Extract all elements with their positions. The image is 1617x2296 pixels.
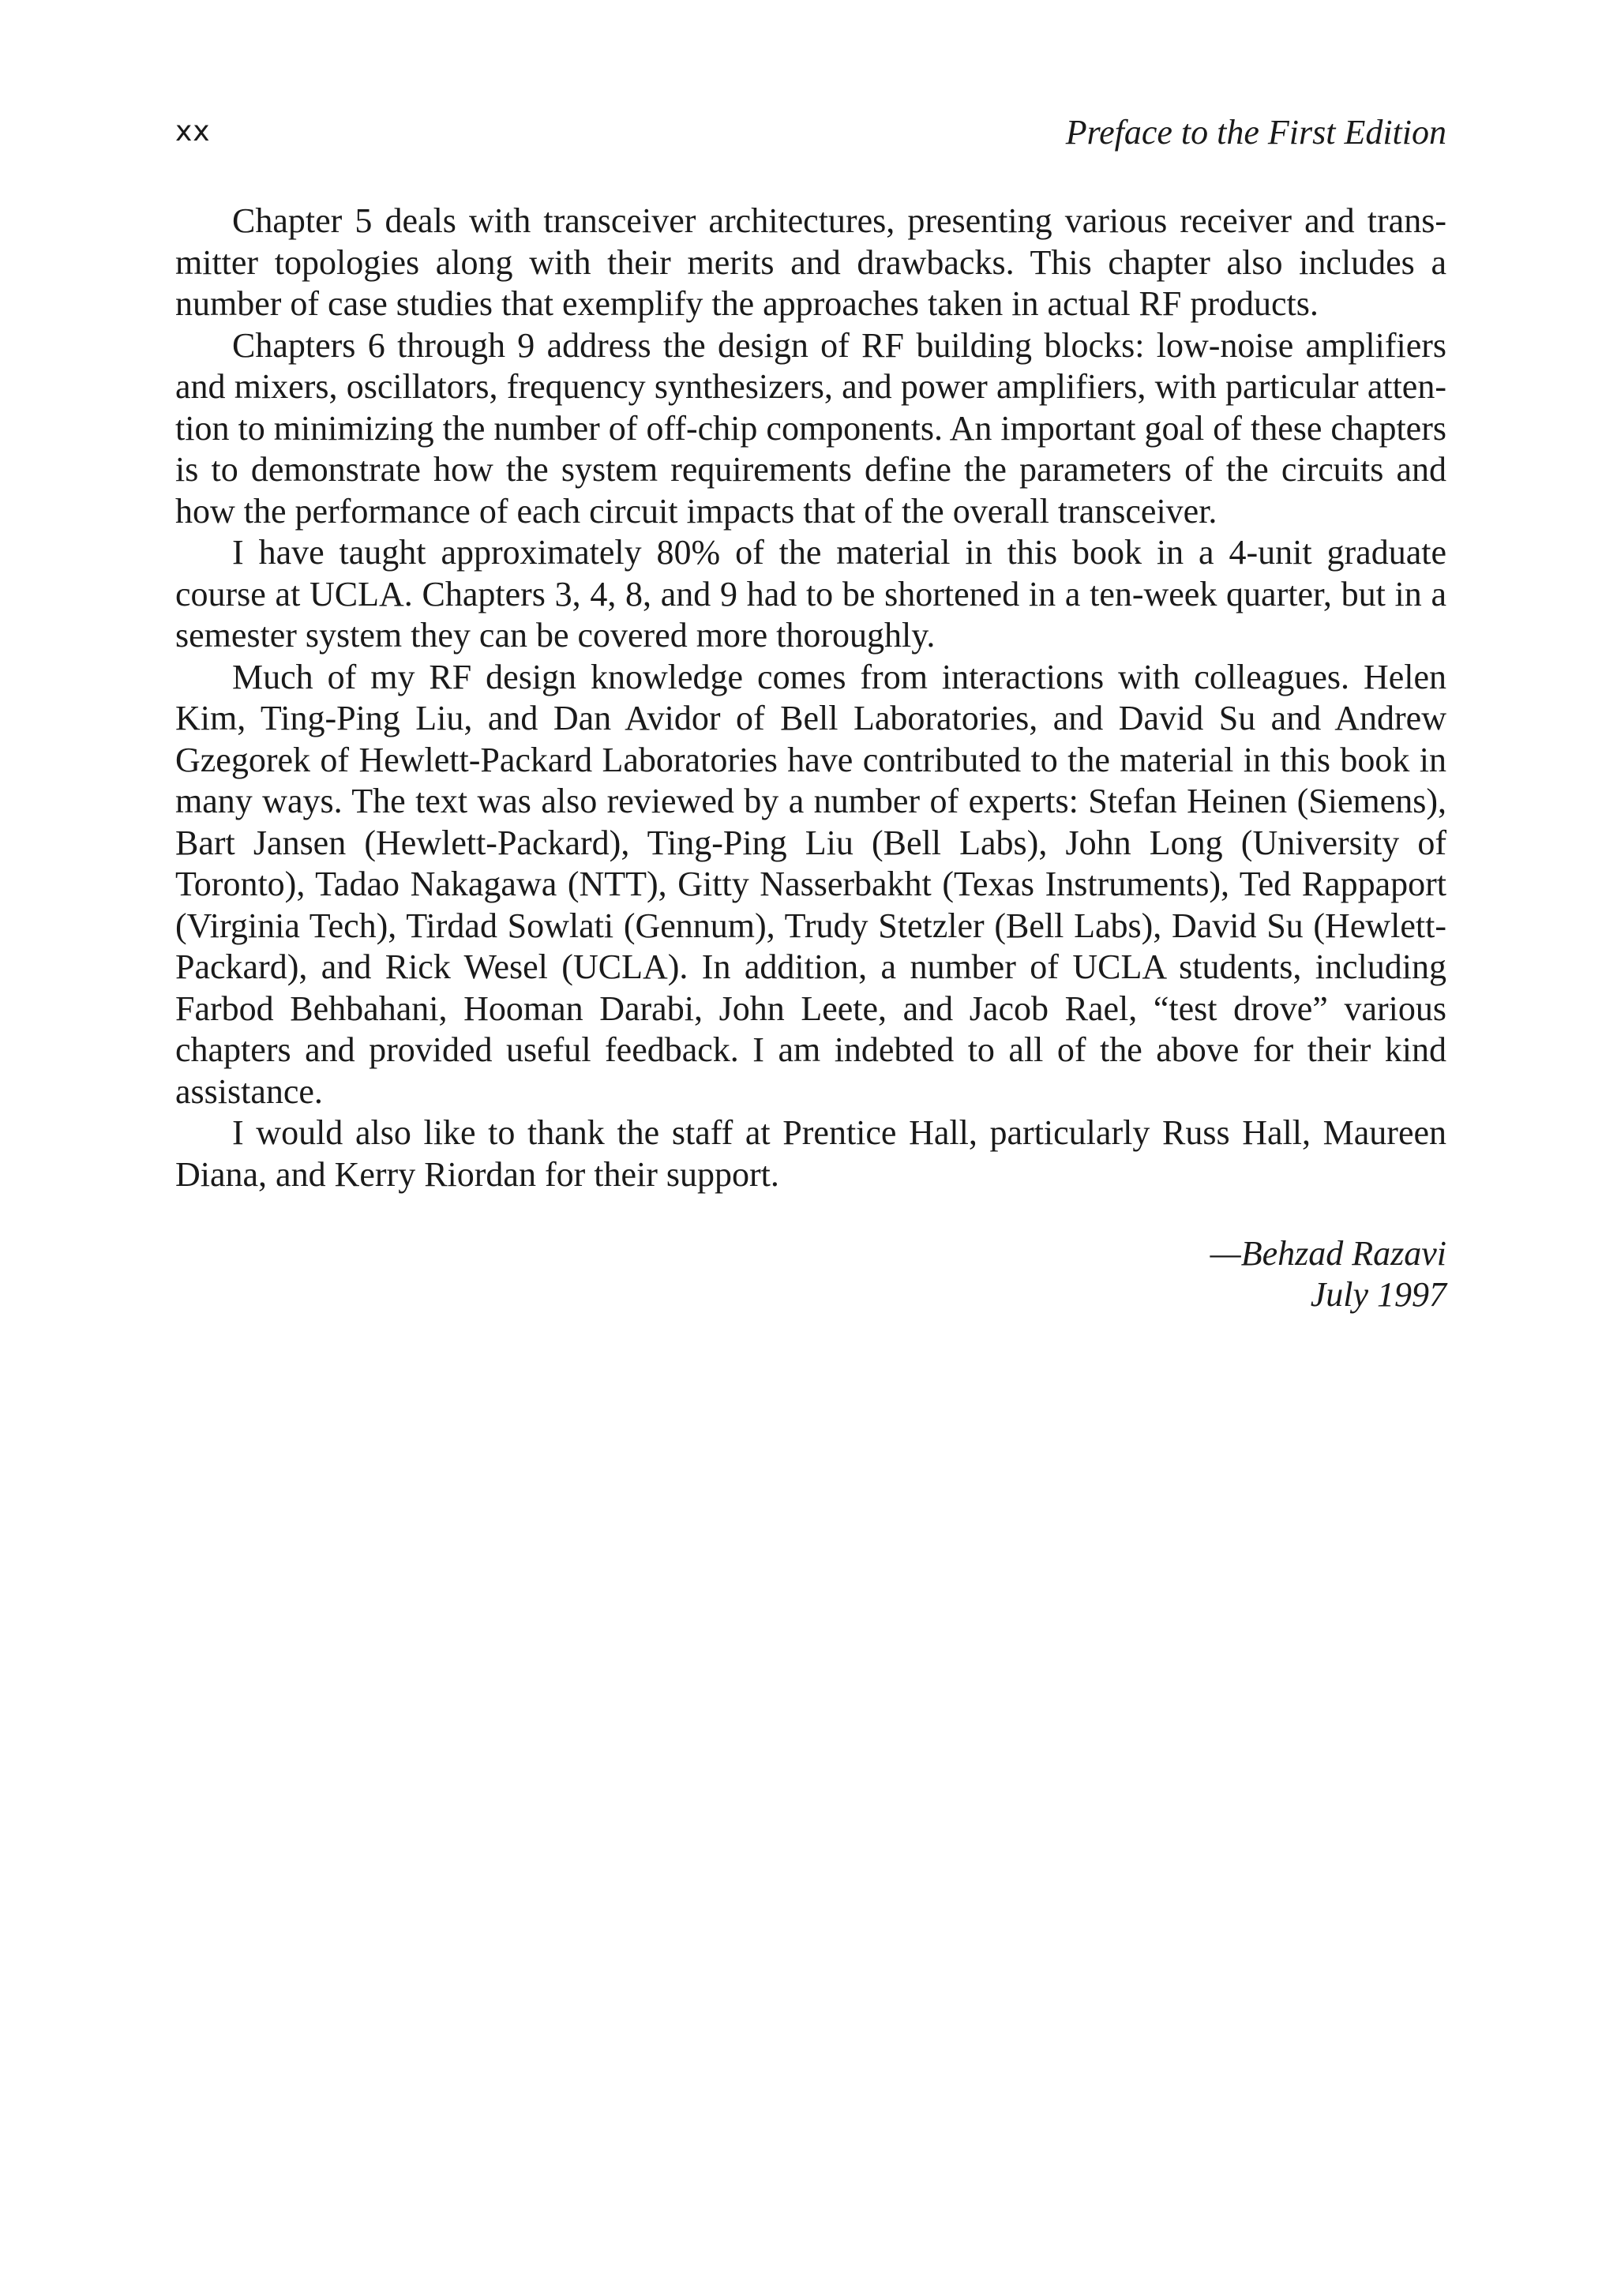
page-number: xx xyxy=(175,115,211,148)
paragraph-building-blocks: Chapters 6 through 9 address the design of RF building blocks: low-noise amplifiers and mixers, oscillators, frequency synthesizers, and power amplifiers, with particular attention to minimizing the number of off-chip components. An important goal of these chapters is to demonstrate how the system requirements define the parameters of the circuits and how the performance of each circuit impacts that of the overall transceiver. xyxy=(175,325,1446,531)
paragraph-transceiver-architectures: Chapter 5 deals with transceiver architectures, presenting various receiver and transmitter topologies along with their merits and drawbacks. This chapter also includes a number of case studies that exemplify the approaches taken in actual RF products. xyxy=(175,201,1446,323)
paragraph-course-usage: I have taught approximately 80% of the material in this book in a 4-unit graduate course at UCLA. Chapters 3, 4, 8, and 9 had to be shortened in a ten-week quarter, but in a semester system they can be covered more thoroughly. xyxy=(175,533,1446,655)
running-head xyxy=(175,112,1446,156)
preface-body xyxy=(175,201,1446,1195)
paragraph-acknowledgments-publisher: I would also like to thank the staff at Prentice Hall, particularly Russ Hall, Maureen Diana, and Kerry Riordan for their support. xyxy=(175,1113,1446,1194)
signature-date: July 1997 xyxy=(1310,1275,1446,1314)
author-signature: —Behzad Razavi xyxy=(1210,1234,1446,1273)
paragraph-acknowledgments-colleagues: Much of my RF design knowledge comes from interactions with colleagues. Helen Kim, Ting-Ping Liu, and Dan Avidor of Bell Laboratories, and David Su and Andrew Gzegorek of Hewlett-Packard Laboratories have contributed to the material in this book in many ways. The text was also reviewed by a number of experts: Stefan Heinen (Siemens), Bart Jansen (Hewlett-Packard), Ting-Ping Liu (Bell Labs), John Long (University of Toronto), Tadao Nakagawa (NTT), Gitty Nasserbakht (Texas Instruments), Ted Rappaport (Virginia Tech), Tirdad Sowlati (Gennum), Trudy Stetzler (Bell Labs), David Su (Hewlett-Packard), and Rick Wesel (UCLA). In addition, a number of UCLA students, including Farbod Behbahani, Hooman Darabi, John Leete, and Jacob Rael, “test drove” various chapters and provided useful feedback. I am indebted to all of the above for their kind assistance. xyxy=(175,657,1446,1111)
section-title: Preface to the First Edition xyxy=(1065,113,1446,152)
signature-block xyxy=(1210,1233,1446,1315)
